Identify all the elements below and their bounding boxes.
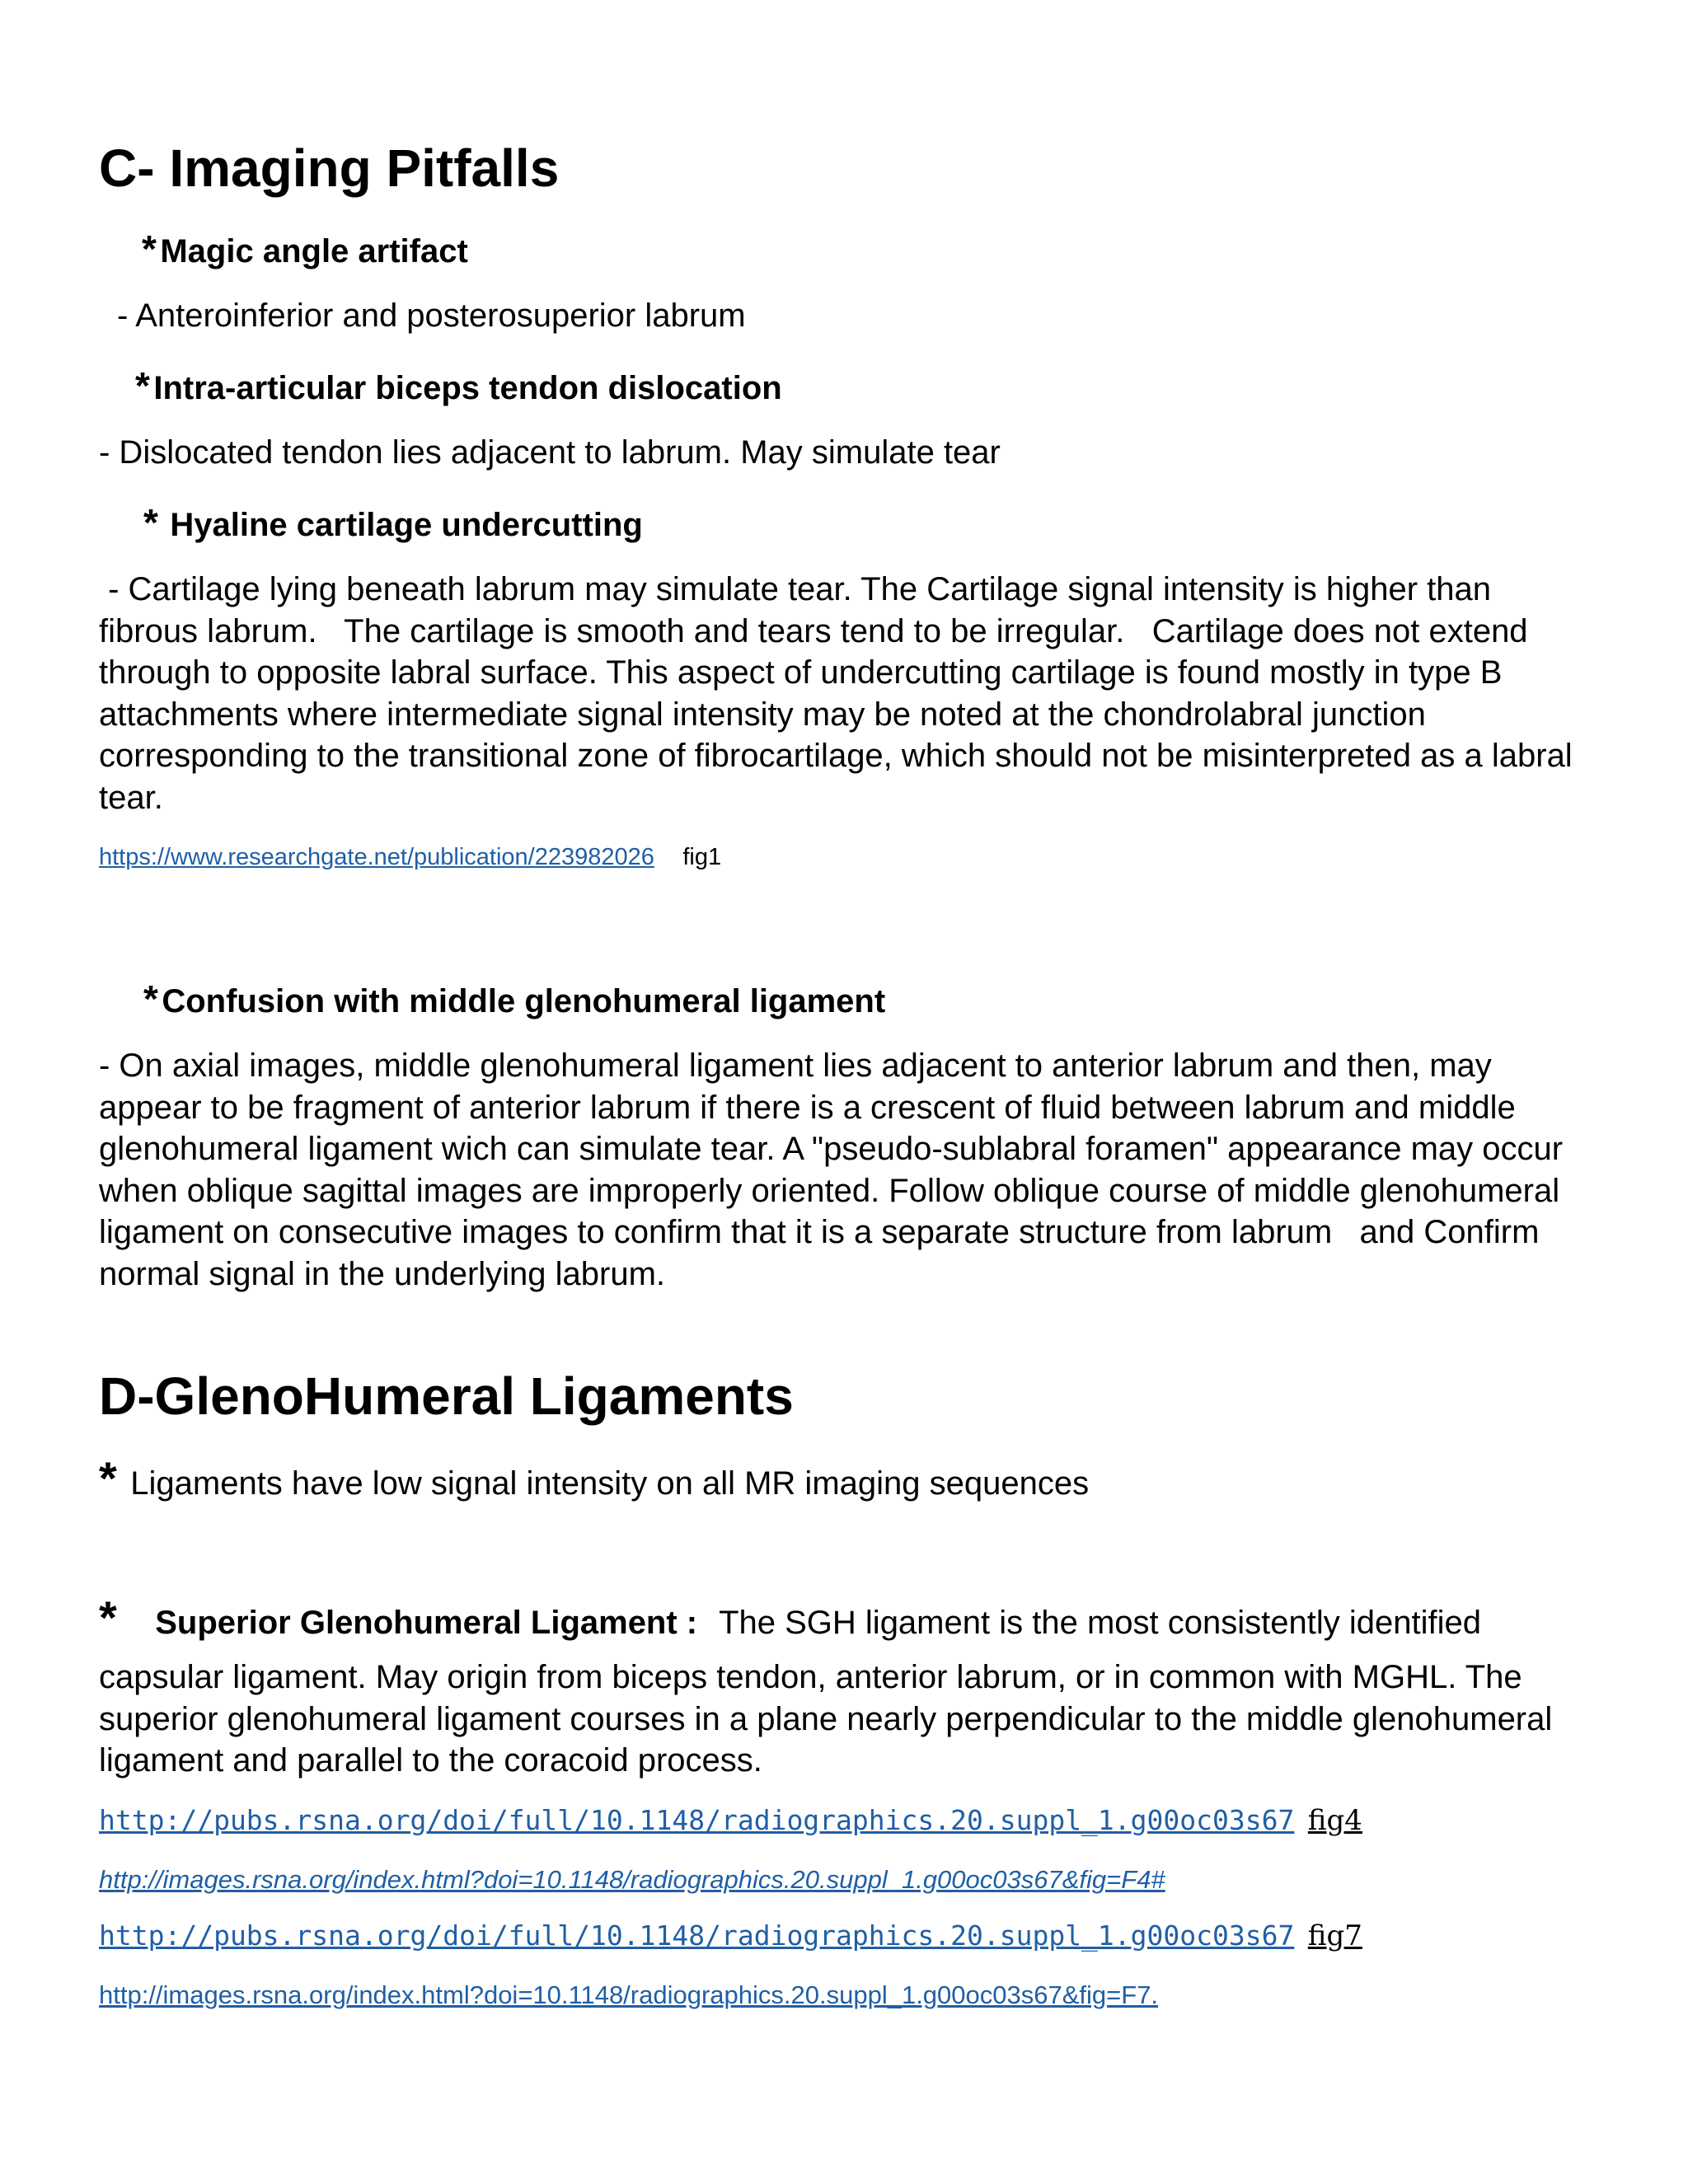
sghl-first-line-text: The SGH ligament is the most consistently identified bbox=[701, 1605, 1481, 1641]
paragraph-line: - On axial images, middle glenohumeral ligament lies adjacent to anterior labrum and then, may bbox=[99, 1047, 1492, 1084]
section-d-heading: D-GlenoHumeral Ligaments bbox=[99, 1366, 794, 1426]
fig-label: fig4 bbox=[1307, 1804, 1362, 1837]
sghl-paragraph bbox=[99, 1657, 1648, 1782]
section-c-heading: C- Imaging Pitfalls bbox=[99, 138, 560, 198]
hyaline-cartilage-title: Hyaline cartilage undercutting bbox=[170, 507, 643, 543]
paragraph-line: ligament on consecutive images to confirm that it is a separate structure from labrum and Confirm bbox=[99, 1214, 1540, 1251]
magic-angle-subheading bbox=[142, 228, 468, 272]
magic-angle-text: - Anteroinferior and posterosuperior labrum bbox=[117, 298, 746, 334]
paragraph-line: glenohumeral ligament wich can simulate tear. A "pseudo-sublabral foramen" appearance may occur bbox=[99, 1131, 1564, 1168]
paragraph-line: fibrous labrum. The cartilage is smooth and tears tend to be irregular. Cartilage does not extend bbox=[99, 612, 1528, 649]
sghl-title: Superior Glenohumeral Ligament : bbox=[155, 1605, 698, 1641]
mghl-confusion-title: Confusion with middle glenohumeral ligament bbox=[162, 983, 886, 1019]
sghl-first-line bbox=[99, 1591, 1481, 1643]
paragraph-line: corresponding to the transitional zone of fibrocartilage, which should not be misinterpreted as a labral bbox=[99, 738, 1573, 775]
hyaline-cartilage-paragraph bbox=[99, 569, 1648, 819]
rsna-fig4-link[interactable]: http://pubs.rsna.org/doi/full/10.1148/radiographics.20.suppl_1.g00oc03s67 bbox=[99, 1804, 1295, 1836]
rsna-images-f7-reference bbox=[99, 1980, 1158, 2010]
paragraph-line: attachments where intermediate signal intensity may be noted at the chondrolabral junction bbox=[99, 696, 1426, 733]
biceps-dislocation-text: - Dislocated tendon lies adjacent to labrum. May simulate tear bbox=[99, 434, 1001, 471]
paragraph-line: ligament and parallel to the coracoid process. bbox=[99, 1742, 762, 1779]
paragraph-line: superior glenohumeral ligament courses in a plane nearly perpendicular to the middle glenohumeral bbox=[99, 1700, 1553, 1737]
fig-label: fig7 bbox=[1307, 1919, 1362, 1952]
bullet-star: * bbox=[99, 1591, 117, 1643]
paragraph-line: normal signal in the underlying labrum. bbox=[99, 1255, 666, 1292]
paragraph-line: - Cartilage lying beneath labrum may simulate tear. The Cartilage signal intensity is higher than bbox=[99, 571, 1492, 607]
rsna-images-f4-reference bbox=[99, 1864, 1165, 1896]
paragraph-line: appear to be fragment of anterior labrum if there is a crescent of fluid between labrum and middle bbox=[99, 1089, 1516, 1126]
fig-label: fig1 bbox=[682, 844, 722, 870]
bullet-star: * bbox=[143, 501, 158, 544]
rsna-images-f7-link[interactable]: http://images.rsna.org/index.html?doi=10.1148/radiographics.20.suppl_1.g00oc03s67&fig=F7. bbox=[99, 1980, 1159, 2009]
researchgate-reference bbox=[99, 842, 721, 872]
bullet-star: * bbox=[99, 1452, 117, 1504]
researchgate-link[interactable]: https://www.researchgate.net/publication/223982026 bbox=[99, 844, 654, 870]
paragraph-line: when oblique sagittal images are improperly oriented. Follow oblique course of middle glenohumeral bbox=[99, 1172, 1560, 1209]
rsna-images-f4-link[interactable]: http://images.rsna.org/index.html?doi=10.1148/radiographics.20.suppl_1.g00oc03s67&fig=F4# bbox=[99, 1865, 1165, 1894]
bullet-star: * bbox=[143, 977, 158, 1020]
bullet-star: * bbox=[135, 364, 150, 407]
ligament-signal-text: Ligaments have low signal intensity on all MR imaging sequences bbox=[130, 1465, 1090, 1502]
mghl-confusion-paragraph bbox=[99, 1045, 1648, 1296]
paragraph-line: tear. bbox=[99, 779, 163, 816]
biceps-dislocation-title: Intra-articular biceps tendon dislocation bbox=[153, 370, 782, 406]
magic-angle-title: Magic angle artifact bbox=[160, 233, 468, 269]
rsna-fig4-reference bbox=[99, 1803, 1362, 1838]
mghl-confusion-subheading bbox=[143, 978, 885, 1022]
paragraph-line: capsular ligament. May origin from biceps tendon, anterior labrum, or in common with MGHL. The bbox=[99, 1659, 1522, 1695]
paragraph-line: through to opposite labral surface. This aspect of undercutting cartilage is found mostly in type B bbox=[99, 654, 1503, 691]
hyaline-cartilage-subheading bbox=[143, 502, 643, 546]
bullet-star: * bbox=[142, 227, 157, 270]
ligament-signal-bullet bbox=[99, 1452, 1090, 1504]
rsna-fig7-reference bbox=[99, 1919, 1362, 1953]
biceps-dislocation-subheading bbox=[135, 365, 782, 409]
rsna-fig7-link[interactable]: http://pubs.rsna.org/doi/full/10.1148/radiographics.20.suppl_1.g00oc03s67 bbox=[99, 1919, 1295, 1952]
